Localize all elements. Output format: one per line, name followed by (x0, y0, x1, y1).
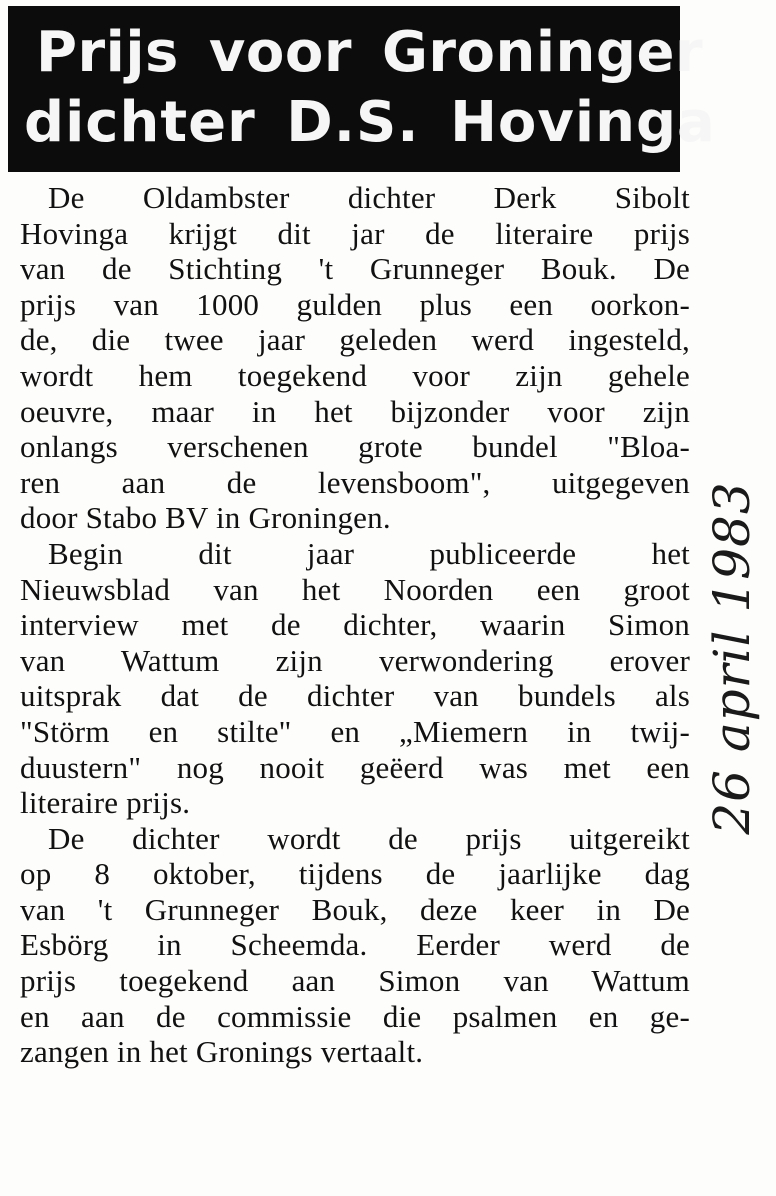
text-line: Nieuwsblad van het Noorden een groot (20, 571, 690, 607)
text-line: Hovinga krijgt dit jar de literaire prijs (20, 215, 690, 251)
text-line: de, die twee jaar geleden werd ingesteld, (20, 322, 690, 358)
article-paragraph-1 (20, 180, 690, 536)
text-line: Esbörg in Scheemda. Eerder werd de (20, 927, 690, 963)
text-line: door Stabo BV in Groningen. (20, 500, 391, 536)
headline (8, 18, 716, 158)
text-line: uitsprak dat de dichter van bundels als (20, 678, 690, 714)
text-line: Begin dit jaar publiceerde het (48, 535, 690, 571)
text-line: van 't Grunneger Bouk, deze keer in De (20, 891, 690, 927)
text-line: ren aan de levensboom", uitgegeven (20, 464, 690, 500)
headline-line-2: dichter D.S. Hovinga (24, 90, 716, 155)
headline-banner (8, 6, 716, 172)
article-paragraph-2 (20, 536, 690, 821)
text-line: "Störm en stilte" en „Miemern in twij- (20, 713, 690, 749)
text-line: oeuvre, maar in het bijzonder voor zijn (20, 393, 690, 429)
text-line: prijs toegekend aan Simon van Wattum (20, 963, 690, 999)
text-line: van de Stichting 't Grunneger Bouk. De (20, 251, 690, 287)
article-paragraph-3 (20, 821, 690, 1070)
article-body (20, 180, 690, 1070)
text-line: op 8 oktober, tijdens de jaarlijke dag (20, 856, 690, 892)
text-line: wordt hem toegekend voor zijn gehele (20, 357, 690, 393)
text-line: interview met de dichter, waarin Simon (20, 607, 690, 643)
text-line: prijs van 1000 gulden plus een oorkon- (20, 286, 690, 322)
text-line: en aan de commissie die psalmen en ge- (20, 998, 690, 1034)
text-line: onlangs verschenen grote bundel "Bloa- (20, 429, 690, 465)
headline-line-1: Prijs voor Groninger (36, 20, 704, 85)
text-line: zangen in het Gronings vertaalt. (20, 1034, 424, 1070)
text-line: van Wattum zijn verwondering erover (20, 642, 690, 678)
text-line: duustern" nog nooit geëerd was met een (20, 749, 690, 785)
text-line: De dichter wordt de prijs uitgereikt (48, 820, 690, 856)
text-line: literaire prijs. (20, 785, 191, 821)
handwritten-date: 26 april 1983 (703, 481, 761, 835)
text-line: De Oldambster dichter Derk Sibolt (48, 180, 690, 215)
